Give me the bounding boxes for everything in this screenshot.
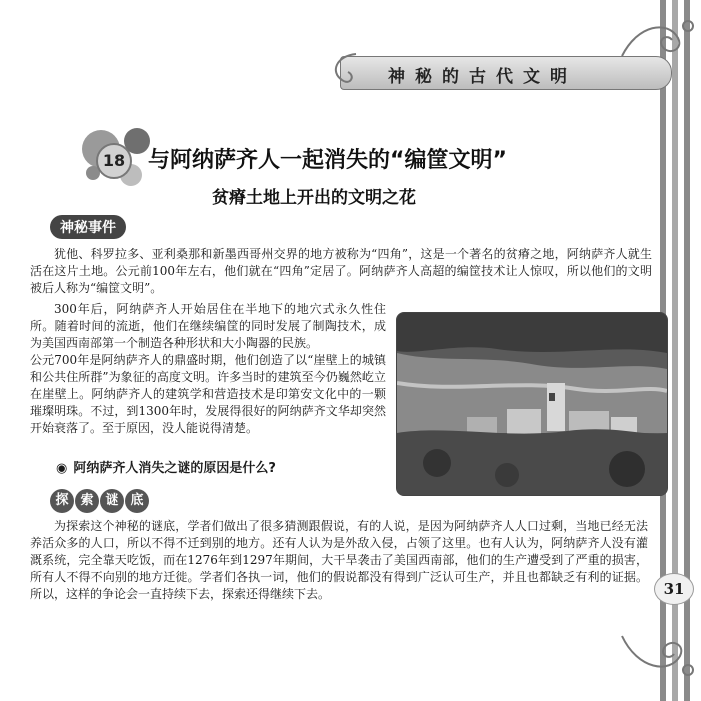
section-label-mystery: 神秘事件 [50,215,126,239]
explore-label-char: 索 [75,489,99,513]
running-header: 神秘的古代文明 [388,67,577,87]
explore-label-char: 底 [125,489,149,513]
chapter-number: 18 [96,143,132,179]
page-number: 31 [654,573,694,605]
body-paragraph: 公元700年是阿纳萨齐人的鼎盛时期，他们创造了以“崖壁上的城镇和公共住所群”为象征的高度文明。许多当时的建筑至今仍巍然屹立在崖壁上。阿纳萨齐人的建筑学和营造技术是印第安文化中的一颗璀璨明珠。不过，到1300年时，发展得很好的阿纳萨齐文华却突然开始衰落了。至于原因，没人能说得清楚。 [30,353,386,435]
question-text: 阿纳萨齐人消失之谜的原因是什么? [73,461,276,476]
header-ornament-icon [326,50,362,94]
swirl-ornament-icon [618,630,698,680]
section-label-explore [50,489,150,513]
page-subtitle: 贫瘠土地上开出的文明之花 [212,188,416,208]
page-title: 与阿纳萨齐人一起消失的“编筐文明” [148,148,507,173]
explore-label-char: 谜 [100,489,124,513]
body-paragraph: 犹他、科罗拉多、亚利桑那和新墨西哥州交界的地方被称为“四角”，这是一个著名的贫瘠之地，阿纳萨齐人就生活在这片土地。公元前100年左右，他们就在“四角”定居了。阿纳萨齐人高超的编筐技术让人惊叹，所以他们的文明被后人称为“编筐文明”。 [30,247,652,295]
explore-label-char: 探 [50,489,74,513]
bullet-icon: ◉ [56,461,68,476]
body-paragraph: 为探索这个神秘的谜底，学者们做出了很多猜测跟假说，有的人说，是因为阿纳萨齐人人口过剩，当地已经无法养活众多的人口，所以不得不迁到别的地方。还有人认为是外敌入侵，占领了这里。也有人认为，阿纳萨齐人没有灌溉系统，完全靠天吃饭，而在1276年到1297年期间，大干旱袭击了美国西南部，他们的生产遭受到了严重的损害，所有人不得不向别的地方迁徙。学者们各执一词，他们的假说都没有得到广泛认可生产，并且也都缺乏有利的证据。所以，这样的争论会一直持续下去，探索还得继续下去。 [30,519,648,601]
cliff-dwelling-photo [396,312,668,496]
body-paragraph: 300年后，阿纳萨齐人开始居住在半地下的地穴式永久性住所。随着时间的流逝，他们在继续编筐的同时发展了制陶技术，成为美国西南部第一个制造各种形状和大小陶器的民族。 [30,302,386,350]
question-row [56,457,276,476]
